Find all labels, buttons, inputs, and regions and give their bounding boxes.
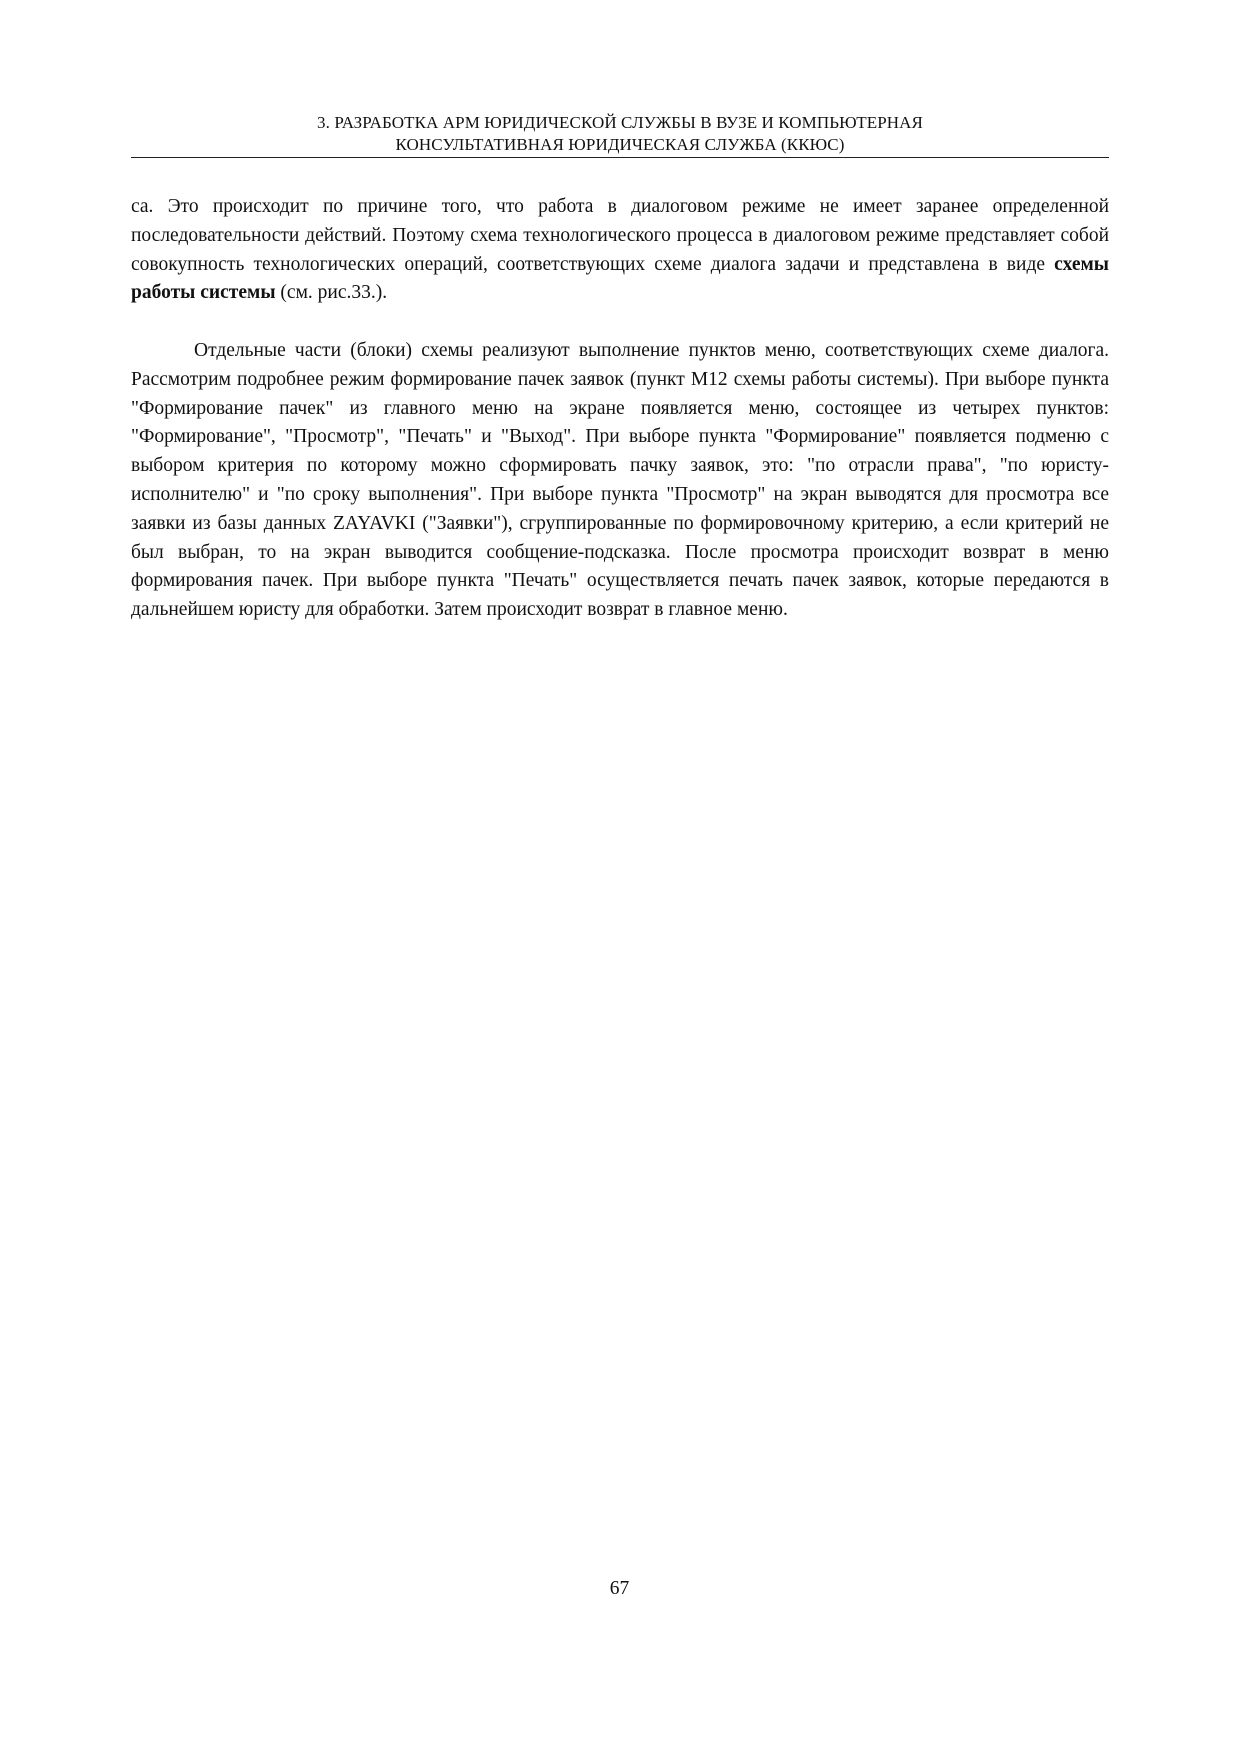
paragraph-2: Отдельные части (блоки) схемы реализуют выполнение пунктов меню, соответствующих схеме диалога. Рассмотрим подробнее режим формирование пачек заявок (пункт М12 схемы работы системы). При выборе пункта "Формирование пачек" из главного меню на экране появляется меню, состоящее из четырех пунктов: "Формирование", "Просмотр", "Печать" и "Выход". При выборе пункта "Формирование" появляется подменю с выбором критерия по которому можно сформировать пачку заявок, это: "по отрасли права", "по юристу-исполнителю" и "по сроку выполнения". При выборе пункта "Просмотр" на экран выводятся для просмотра все заявки из базы данных ZAYAVKI ("Заявки"), сгруппированные по формировочному критерию, а если критерий не был выбран, то на экран выводится сообщение-подсказка. После просмотра происходит возврат в меню формирования пачек. При выборе пункта "Печать" осуществляется печать пачек заявок, которые передаются в дальнейшем юристу для обработки. Затем происходит возврат в главное меню. <box>131 339 1109 621</box>
paragraph-1 <box>131 193 1109 308</box>
paragraph-1-text-before: са. Это происходит по причине того, что работа в диалоговом режиме не имеет заранее определенной последовательности действий. Поэтому схема технологического процесса в диалоговом режиме представляет собой совокупность технологических операций, соответствующих схеме диалога задачи и представлена в виде <box>131 196 1109 275</box>
page-number: 67 <box>609 1578 630 1599</box>
paragraph-1-text-after: (см. рис.33.). <box>275 282 388 304</box>
body-text <box>131 193 1109 625</box>
running-header <box>131 112 1109 158</box>
running-header-line-1: 3. РАЗРАБОТКА АРМ ЮРИДИЧЕСКОЙ СЛУЖБЫ В ВУЗЕ И КОМПЬЮТЕРНАЯ <box>317 113 923 132</box>
paragraph-1-bold-term: схемы работы системы <box>131 253 1109 304</box>
running-header-line-2: КОНСУЛЬТАТИВНАЯ ЮРИДИЧЕСКАЯ СЛУЖБА (ККЮС) <box>395 135 845 154</box>
